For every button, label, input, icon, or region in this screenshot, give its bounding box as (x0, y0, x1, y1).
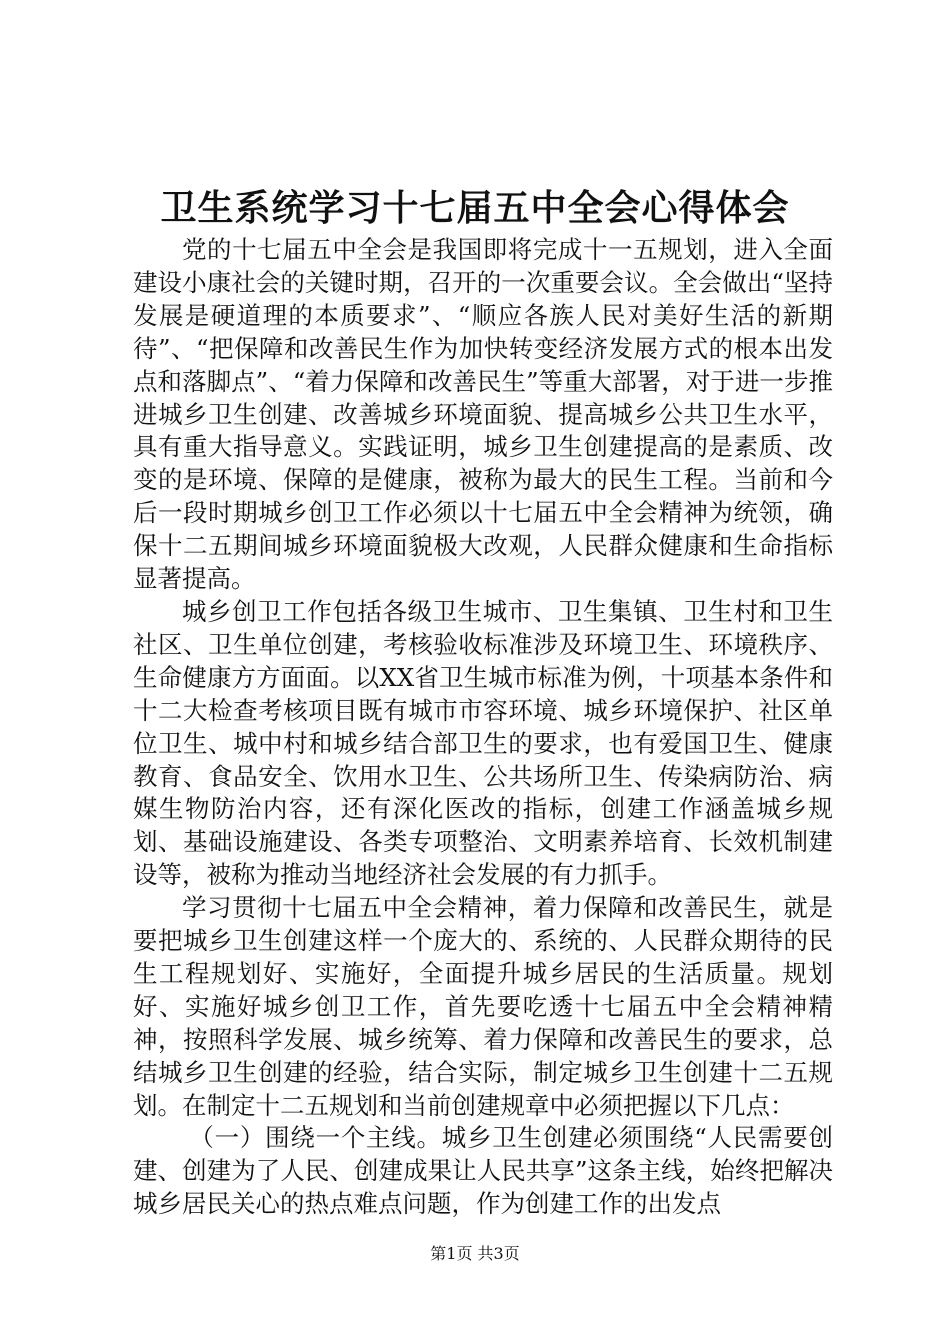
paragraph-2: 城乡创卫工作包括各级卫生城市、卫生集镇、卫生村和卫生社区、卫生单位创建，考核验收标准涉及环境卫生、环境秩序、生命健康方方面面。以XX省卫生城市标准为例，十项基本条件和十二大检查考核项目既有城市市容环境、城乡环境保护、社区单位卫生、城中村和城乡结合部卫生的要求，也有爱国卫生、健康教育、食品安全、饮用水卫生、公共场所卫生、传染病防治、病媒生物防治内容，还有深化医改的指标，创建工作涵盖城乡规划、基础设施建设、各类专项整治、文明素养培育、长效机制建设等，被称为推动当地经济社会发展的有力抓手。 (133, 596, 833, 890)
document-body (133, 234, 833, 1221)
paragraph-1: 党的十七届五中全会是我国即将完成十一五规划，进入全面建设小康社会的关键时期，召开的一次重要会议。全会做出“坚持发展是硬道理的本质要求”、“顺应各族人民对美好生活的新期待”、“把保障和改善民生作为加快转变经济发展方式的根本出发点和落脚点”、“着力保障和改善民生”等重大部署，对于进一步推进城乡卫生创建、改善城乡环境面貌、提高城乡公共卫生水平，具有重大指导意义。实践证明，城乡卫生创建提高的是素质、改变的是环境、保障的是健康，被称为最大的民生工程。当前和今后一段时期城乡创卫工作必须以十七届五中全会精神为统领，确保十二五期间城乡环境面貌极大改观，人民群众健康和生命指标显著提高。 (133, 235, 833, 594)
page-footer: 第1页 共3页 (430, 1244, 520, 1263)
document-title: 卫生系统学习十七届五中全会心得体会 (160, 187, 790, 229)
paragraph-3: 学习贯彻十七届五中全会精神，着力保障和改善民生，就是要把城乡卫生创建这样一个庞大的、系统的、人民群众期待的民生工程规划好、实施好，全面提升城乡居民的生活质量。规划好、实施好城乡创卫工作，首先要吃透十七届五中全会精神精神，按照科学发展、城乡统筹、着力保障和改善民生的要求，总结城乡卫生创建的经验，结合实际，制定城乡卫生创建十二五规划。在制定十二五规划和当前创建规章中必须把握以下几点： (133, 893, 833, 1120)
paragraph-4: （一）围绕一个主线。城乡卫生创建必须围绕“人民需要创建、创建为了人民、创建成果让人民共享”这条主线，始终把解决城乡居民关心的热点难点问题，作为创建工作的出发点 (133, 1123, 833, 1219)
